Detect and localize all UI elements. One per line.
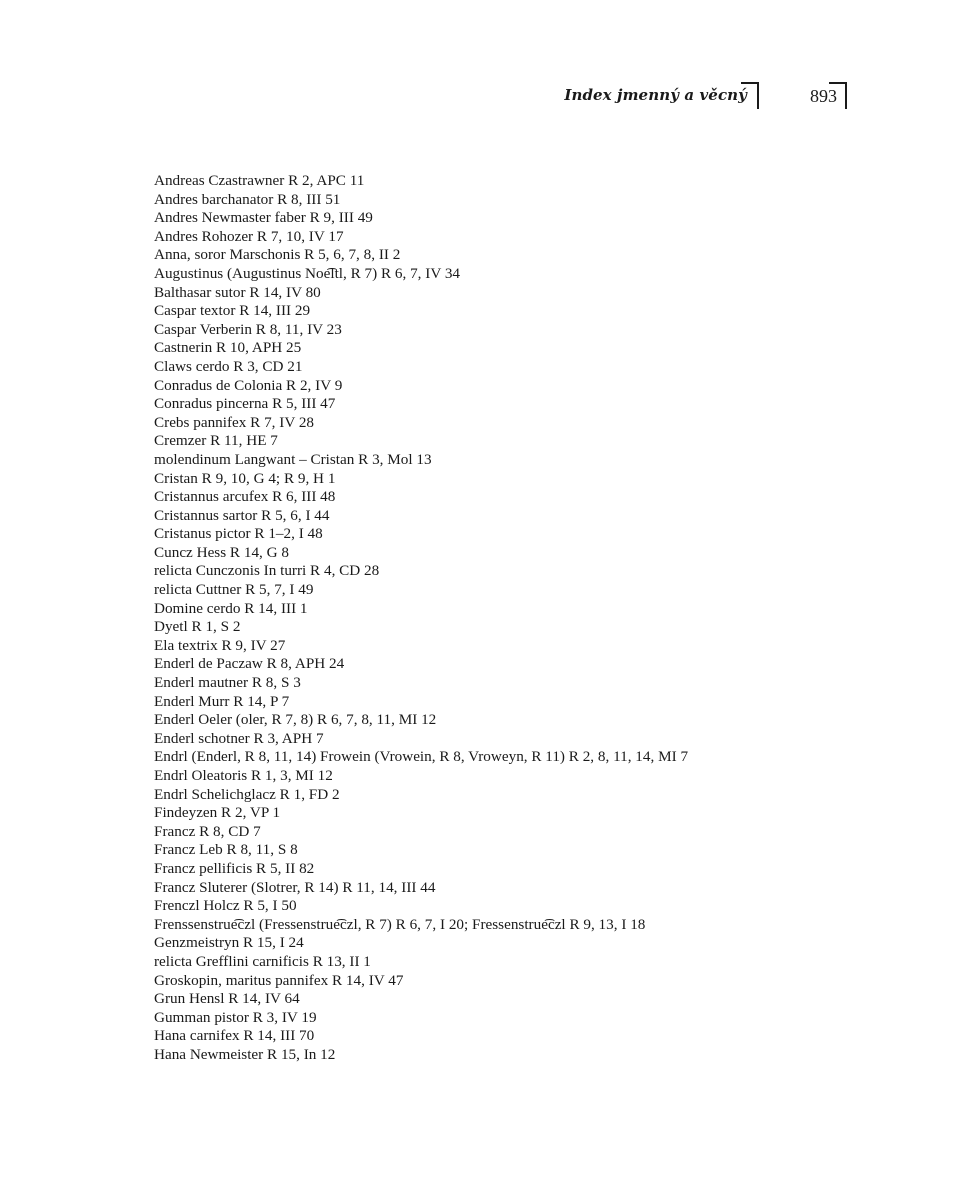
index-entry: Cremzer R 11, HE 7	[154, 432, 278, 450]
index-entry: Enderl Murr R 14, P 7	[154, 692, 290, 710]
index-entry: relicta Cunczonis In turri R 4, CD 28	[154, 562, 380, 580]
index-entry: relicta Cuttner R 5, 7, I 49	[154, 581, 314, 599]
index-entry: Francz Sluterer (Slotrer, R 14) R 11, 14, III 44	[154, 878, 436, 896]
index-entry: Ela textrix R 9, IV 27	[154, 636, 286, 654]
index-entry: Dyetl R 1, S 2	[154, 618, 241, 636]
index-entry: Enderl mautner R 8, S 3	[154, 674, 301, 692]
index-entry: Gumman pistor R 3, IV 19	[154, 1008, 317, 1026]
index-entry: Francz pellificis R 5, II 82	[154, 859, 315, 877]
index-entry: Frenczl Holcz R 5, I 50	[154, 897, 297, 915]
index-entry: Cristannus arcufex R 6, III 48	[154, 488, 336, 506]
index-entry: relicta Grefflini carnificis R 13, II 1	[154, 952, 371, 970]
index-entry: Groskopin, maritus pannifex R 14, IV 47	[154, 971, 404, 989]
index-entry: Domine cerdo R 14, III 1	[154, 599, 308, 617]
page-number: 893	[810, 86, 837, 106]
index-entry: Frenssenstrue͡czl (Fressenstrue͡czl, R 7) R 6, 7, I 20; Fressenstrue͡czl R 9, 13, I 18	[154, 915, 646, 933]
index-entry: Enderl de Paczaw R 8, APH 24	[154, 655, 345, 673]
index-entry: Caspar Verberin R 8, 11, IV 23	[154, 320, 342, 338]
index-entry: Conradus de Colonia R 2, IV 9	[154, 376, 343, 394]
index-entry: Andres barchanator R 8, III 51	[154, 190, 341, 208]
index-entries-list	[154, 172, 688, 1065]
index-entry: Francz R 8, CD 7	[154, 822, 261, 840]
running-head-title: Index jmenný a věcný	[564, 86, 747, 104]
corner-mark-page-number	[829, 82, 847, 109]
index-entry: Andres Newmaster faber R 9, III 49	[154, 209, 373, 227]
index-entry: Claws cerdo R 3, CD 21	[154, 357, 303, 375]
index-entry: Endrl (Enderl, R 8, 11, 14) Frowein (Vrowein, R 8, Vroweyn, R 11) R 2, 8, 11, 14, MI 7	[154, 748, 689, 766]
index-entry: Conradus pincerna R 5, III 47	[154, 395, 336, 413]
index-entry: Andres Rohozer R 7, 10, IV 17	[154, 227, 344, 245]
index-entry: Anna, soror Marschonis R 5, 6, 7, 8, II 2	[154, 246, 401, 264]
index-entry: Endrl Schelichglacz R 1, FD 2	[154, 785, 340, 803]
index-entry: Francz Leb R 8, 11, S 8	[154, 841, 298, 859]
index-entry: molendinum Langwant – Cristan R 3, Mol 13	[154, 450, 432, 468]
index-entry: Cristannus sartor R 5, 6, I 44	[154, 506, 330, 524]
index-entry: Grun Hensl R 14, IV 64	[154, 990, 300, 1008]
index-entry: Hana carnifex R 14, III 70	[154, 1027, 315, 1045]
index-entry: Findeyzen R 2, VP 1	[154, 804, 281, 822]
index-entry: Cristanus pictor R 1–2, I 48	[154, 525, 323, 543]
index-entry: Enderl schotner R 3, APH 7	[154, 729, 324, 747]
index-entry: Genzmeistryn R 15, I 24	[154, 934, 304, 952]
index-entry: Enderl Oeler (oler, R 7, 8) R 6, 7, 8, 11, MI 12	[154, 711, 437, 729]
index-entry: Caspar textor R 14, III 29	[154, 302, 311, 320]
index-entry: Cristan R 9, 10, G 4; R 9, H 1	[154, 469, 336, 487]
corner-mark-title	[741, 82, 759, 109]
index-entry: Augustinus (Augustinus Noe͡ltl, R 7) R 6, 7, IV 34	[154, 264, 461, 282]
index-entry: Hana Newmeister R 15, In 12	[154, 1045, 336, 1063]
index-entry: Cuncz Hess R 14, G 8	[154, 543, 289, 561]
index-entry: Castnerin R 10, APH 25	[154, 339, 302, 357]
index-entry: Andreas Czastrawner R 2, APC 11	[154, 172, 365, 189]
index-entry: Endrl Oleatoris R 1, 3, MI 12	[154, 767, 333, 784]
index-entry: Crebs pannifex R 7, IV 28	[154, 413, 315, 431]
index-entry: Balthasar sutor R 14, IV 80	[154, 283, 321, 301]
